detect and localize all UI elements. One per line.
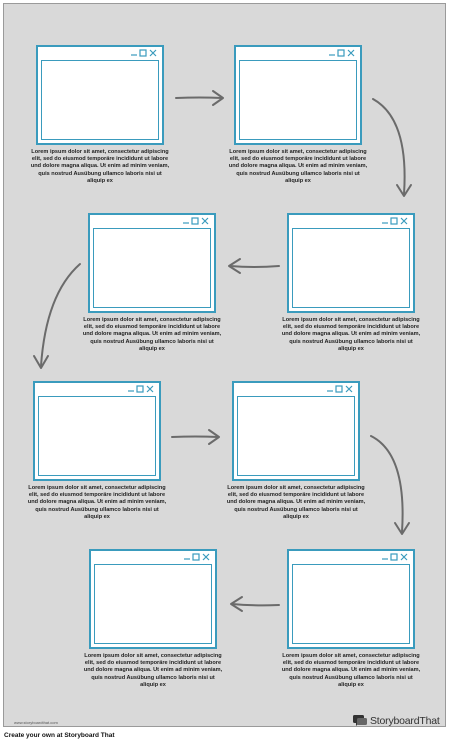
- watermark-url: www.storyboardthat.com: [14, 720, 58, 725]
- brand-name: StoryboardThat: [370, 715, 440, 727]
- arrow-right-icon: [176, 91, 223, 105]
- flow-arrows: [4, 4, 447, 728]
- panel-7-caption: Lorem ipsum dolor sit amet, consectetur adipiscing elit, sed do eiusmod temporäre incididunt ut labore und dolore magna aliqua. Ut enim ad minim veniam, quis nostrud Ausübung ullamco laboris nisi ut aliquip ex: [281, 653, 421, 688]
- footer-credit[interactable]: Create your own at Storyboard That: [4, 732, 115, 739]
- panel-1-caption: Lorem ipsum dolor sit amet, consectetur adipiscing elit, sed do eiusmod temporäre incididunt ut labore und dolore magna aliqua. Ut enim ad minim veniam, quis nostrud Ausübung ullamco laboris nisi ut aliquip ex: [30, 149, 170, 184]
- panel-3-caption: Lorem ipsum dolor sit amet, consectetur adipiscing elit, sed do eiusmod temporäre incididunt ut labore und dolore magna aliqua. Ut enim ad minim veniam, quis nostrud Ausübung ullamco laboris nisi ut aliquip ex: [281, 317, 421, 352]
- arrow-curve-down-icon: [34, 264, 80, 368]
- arrow-left-icon: [229, 259, 279, 273]
- arrow-right-icon: [172, 430, 219, 444]
- panel-4-caption: Lorem ipsum dolor sit amet, consectetur adipiscing elit, sed do eiusmod temporäre incididunt ut labore und dolore magna aliqua. Ut enim ad minim veniam, quis nostrud Ausübung ullamco laboris nisi ut aliquip ex: [82, 317, 222, 352]
- panel-2-caption: Lorem ipsum dolor sit amet, consectetur adipiscing elit, sed do eiusmod temporäre incididunt ut labore und dolore magna aliqua. Ut enim ad minim veniam, quis nostrud Ausübung ullamco laboris nisi ut aliquip ex: [228, 149, 368, 184]
- arrow-curve-down-icon: [371, 436, 409, 534]
- panel-8-caption: Lorem ipsum dolor sit amet, consectetur adipiscing elit, sed do eiusmod temporäre incididunt ut labore und dolore magna aliqua. Ut enim ad minim veniam, quis nostrud Ausübung ullamco laboris nisi ut aliquip ex: [83, 653, 223, 688]
- arrow-curve-down-icon: [373, 99, 411, 196]
- speech-bubble-icon: [353, 715, 367, 727]
- arrow-left-icon: [231, 597, 279, 611]
- panel-5-caption: Lorem ipsum dolor sit amet, consectetur adipiscing elit, sed do eiusmod temporäre incididunt ut labore und dolore magna aliqua. Ut enim ad minim veniam, quis nostrud Ausübung ullamco laboris nisi ut aliquip ex: [27, 485, 167, 520]
- storyboardthat-logo: [353, 713, 440, 729]
- panel-6-caption: Lorem ipsum dolor sit amet, consectetur adipiscing elit, sed do eiusmod temporäre incididunt ut labore und dolore magna aliqua. Ut enim ad minim veniam, quis nostrud Ausübung ullamco laboris nisi ut aliquip ex: [226, 485, 366, 520]
- storyboard-canvas: [3, 3, 446, 727]
